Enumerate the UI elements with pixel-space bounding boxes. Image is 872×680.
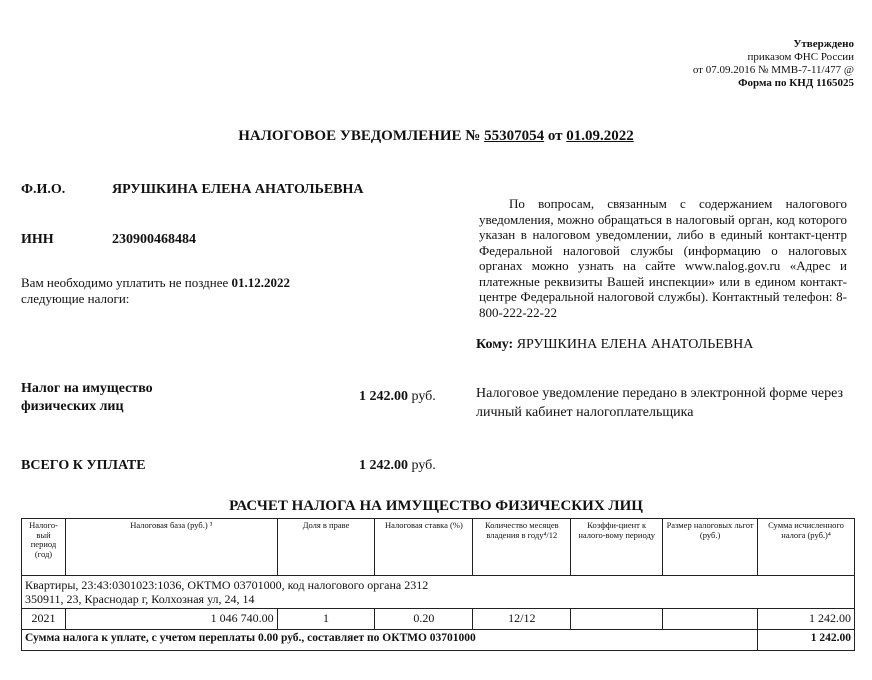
approval-line-3: от 07.09.2016 № ММВ-7-11/477 @ xyxy=(692,64,854,76)
title-prefix: НАЛОГОВОЕ УВЕДОМЛЕНИЕ № xyxy=(238,128,481,144)
property-object-line1: Квартиры, 23:43:0301023:1036, ОКТМО 03701000, код налогового органа 2312 xyxy=(25,578,429,592)
approval-line-1: Утверждено xyxy=(793,38,854,50)
calculation-table xyxy=(21,518,855,651)
cell-benefit xyxy=(663,609,758,630)
total-text-cell: Сумма налога к уплате, с учетом переплаты 0.00 руб., составляет по ОКТМО 03701000 xyxy=(22,630,758,651)
cell-months: 12/12 xyxy=(473,609,571,630)
electronic-delivery-note: Налоговое уведомление передано в электронной форме через личный кабинет налогоплательщика xyxy=(476,386,844,420)
table-row xyxy=(22,609,855,630)
inn-label: ИНН xyxy=(21,232,54,247)
property-object-row xyxy=(22,576,855,609)
fio-label: Ф.И.О. xyxy=(21,182,66,197)
contact-info: По вопросам, связанным с содержанием налогового уведомления, можно обращаться в налоговый орган, код которого указан в налоговом уведомлении, либо в единый контакт-центр Федеральной налоговой службы (информацию о налоговых органах можно узнать на сайте www.nalog.gov.ru «Адрес и платежные реквизиты Вашей инспекции» или в едином контакт-центре Федеральной налоговой службы). Контактный телефон: 8-800-222-22-22 xyxy=(479,196,847,320)
notice-date: 01.09.2022 xyxy=(566,128,634,144)
title-from: от xyxy=(547,128,563,144)
tax-item-label-line2: физических лиц xyxy=(21,399,124,414)
tax-item-amount-value: 1 242.00 xyxy=(359,389,408,404)
approval-block xyxy=(693,38,854,90)
approval-line-2: приказом ФНС России xyxy=(747,51,854,63)
column-header: Размер налоговых льгот (руб.) xyxy=(663,519,758,576)
property-object-line2: 350911, 23, Краснодар г, Колхозная ул, 24, 14 xyxy=(25,592,255,606)
total-label: ВСЕГО К УПЛАТЕ xyxy=(21,458,146,473)
payment-deadline: 01.12.2022 xyxy=(231,275,291,290)
notice-number: 55307054 xyxy=(484,128,545,144)
tax-item-label-line1: Налог на имущество xyxy=(21,381,153,396)
property-object-cell xyxy=(22,576,855,609)
cell-coef xyxy=(571,609,663,630)
column-header: Налоговая база (руб.) ³ xyxy=(65,519,277,576)
column-header: Количество месяцев владения в году⁴/12 xyxy=(473,519,571,576)
table-total-row xyxy=(22,630,855,651)
total-currency: руб. xyxy=(411,458,436,473)
cell-sum: 1 242.00 xyxy=(758,609,855,630)
total-amount xyxy=(359,458,436,474)
tax-item-label xyxy=(21,380,153,416)
column-header: Сумма исчисленного налога (руб.)⁴ xyxy=(758,519,855,576)
payment-note-line2: следующие налоги: xyxy=(21,291,130,306)
tax-item-currency: руб. xyxy=(411,389,436,404)
form-code: Форма по КНД 1165025 xyxy=(738,77,854,89)
inn-value: 230900468484 xyxy=(112,232,196,247)
total-sum-cell: 1 242.00 xyxy=(758,630,855,651)
recipient-name: ЯРУШКИНА ЕЛЕНА АНАТОЛЬЕВНА xyxy=(516,337,754,352)
payment-note-prefix: Вам необходимо уплатить не позднее xyxy=(21,275,229,290)
column-header: Налого-вый период (год) xyxy=(22,519,66,576)
column-header: Налоговая ставка (%) xyxy=(375,519,473,576)
tax-item-amount xyxy=(359,389,436,405)
document-title xyxy=(0,128,872,145)
recipient-label: Кому: xyxy=(476,337,514,352)
fio-value: ЯРУШКИНА ЕЛЕНА АНАТОЛЬЕВНА xyxy=(112,182,364,197)
cell-base: 1 046 740.00 xyxy=(65,609,277,630)
table-header-row xyxy=(22,519,855,576)
recipient xyxy=(476,337,753,353)
cell-year: 2021 xyxy=(22,609,66,630)
total-amount-value: 1 242.00 xyxy=(359,458,408,473)
cell-rate: 0.20 xyxy=(375,609,473,630)
column-header: Доля в праве xyxy=(277,519,375,576)
cell-share: 1 xyxy=(277,609,375,630)
calculation-title: РАСЧЕТ НАЛОГА НА ИМУЩЕСТВО ФИЗИЧЕСКИХ ЛИЦ xyxy=(229,498,643,514)
payment-note xyxy=(21,275,361,307)
column-header: Коэффи-циент к налого-вому периоду xyxy=(571,519,663,576)
